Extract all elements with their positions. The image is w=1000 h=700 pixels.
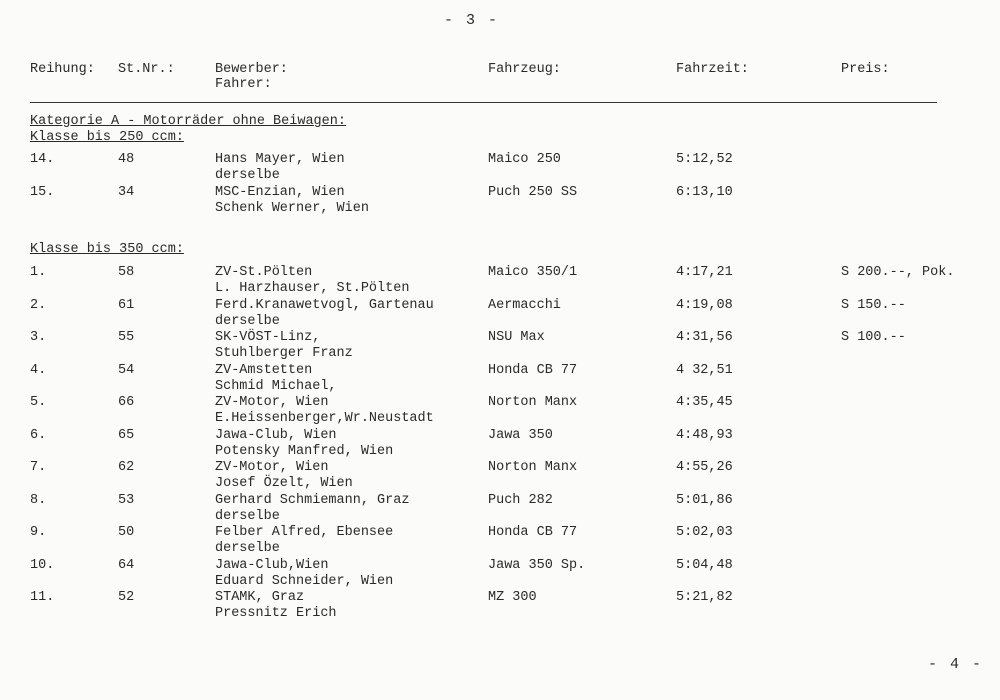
cell-entrant-driver — [215, 185, 369, 217]
class-title-250: Klasse bis 250 ccm: — [30, 130, 184, 145]
cell-entrant: Ferd.Kranawetvogl, Gartenau — [215, 297, 434, 313]
cell-driver: Pressnitz Erich — [215, 606, 337, 621]
category-title: Kategorie A - Motorräder ohne Beiwagen: — [30, 114, 346, 129]
cell-rank: 3. — [30, 330, 47, 345]
cell-driver: Josef Özelt, Wien — [215, 476, 353, 491]
cell-entrant: ZV-Amstetten — [215, 362, 313, 378]
cell-start-no: 50 — [118, 525, 135, 540]
cell-vehicle: Maico 350/1 — [488, 265, 578, 280]
cell-rank: 7. — [30, 460, 47, 475]
header-time: Fahrzeit: — [676, 62, 749, 77]
cell-vehicle: MZ 300 — [488, 590, 537, 605]
cell-start-no: 61 — [118, 297, 135, 313]
cell-vehicle: Aermacchi — [488, 297, 561, 313]
cell-driver: Eduard Schneider, Wien — [215, 573, 394, 589]
table-row — [0, 185, 1000, 217]
cell-driver: Stuhlberger Franz — [215, 346, 353, 361]
header-start-no: St.Nr.: — [118, 62, 175, 77]
cell-prize: S 100.-- — [841, 330, 906, 345]
cell-entrant: Hans Mayer, Wien — [215, 152, 345, 167]
cell-start-no: 58 — [118, 265, 135, 280]
cell-vehicle: Puch 250 SS — [488, 184, 578, 200]
cell-time: 4 32,51 — [676, 362, 733, 378]
cell-entrant-driver — [215, 590, 337, 622]
cell-entrant-driver — [215, 152, 345, 184]
header-divider — [30, 102, 937, 103]
cell-entrant: ZV-Motor, Wien — [215, 460, 329, 475]
cell-start-no: 53 — [118, 492, 135, 508]
cell-rank: 10. — [30, 557, 55, 573]
cell-entrant: Gerhard Schmiemann, Graz — [215, 492, 410, 508]
cell-rank: 8. — [30, 492, 47, 508]
cell-driver: Schmid Michael, — [215, 378, 337, 394]
cell-entrant-driver — [215, 428, 393, 460]
cell-driver: derselbe — [215, 313, 280, 329]
cell-entrant-driver — [215, 298, 434, 330]
table-row — [0, 493, 1000, 525]
header-entrant-driver — [215, 62, 288, 92]
table-row — [0, 428, 1000, 460]
cell-start-no: 48 — [118, 152, 135, 167]
cell-start-no: 34 — [118, 184, 135, 200]
cell-entrant-driver — [215, 558, 393, 590]
cell-time: 4:19,08 — [676, 297, 733, 313]
table-row — [0, 558, 1000, 590]
cell-entrant-driver — [215, 395, 434, 427]
cell-driver: derselbe — [215, 541, 280, 556]
cell-entrant-driver — [215, 460, 353, 492]
cell-vehicle: Puch 282 — [488, 492, 553, 508]
table-row — [0, 590, 1000, 622]
header-entrant: Bewerber: — [215, 62, 288, 77]
cell-rank: 15. — [30, 184, 55, 200]
cell-rank: 2. — [30, 297, 47, 313]
cell-start-no: 54 — [118, 362, 135, 378]
cell-start-no: 66 — [118, 395, 135, 410]
table-row — [0, 152, 1000, 184]
header-prize: Preis: — [841, 62, 890, 77]
cell-driver: Schenk Werner, Wien — [215, 200, 369, 216]
cell-rank: 9. — [30, 525, 47, 540]
cell-time: 6:13,10 — [676, 184, 733, 200]
cell-start-no: 62 — [118, 460, 135, 475]
page-number-top: - 3 - — [444, 12, 500, 29]
cell-entrant-driver — [215, 363, 337, 395]
cell-driver: derselbe — [215, 508, 280, 524]
cell-start-no: 55 — [118, 330, 135, 345]
cell-rank: 1. — [30, 265, 47, 280]
cell-time: 4:17,21 — [676, 265, 733, 280]
cell-entrant: SK-VÖST-Linz, — [215, 330, 321, 345]
cell-time: 5:02,03 — [676, 525, 733, 540]
cell-rank: 14. — [30, 152, 55, 167]
class-title-350: Klasse bis 350 ccm: — [30, 242, 184, 257]
cell-start-no: 64 — [118, 557, 135, 573]
cell-prize: S 200.--, Pok. — [841, 265, 955, 280]
cell-driver: Potensky Manfred, Wien — [215, 443, 394, 459]
header-vehicle: Fahrzeug: — [488, 62, 561, 77]
cell-vehicle: Norton Manx — [488, 460, 578, 475]
cell-driver: L. Harzhauser, St.Pölten — [215, 281, 410, 296]
cell-entrant: ZV-Motor, Wien — [215, 395, 329, 410]
cell-time: 4:31,56 — [676, 330, 733, 345]
cell-time: 5:04,48 — [676, 557, 733, 573]
table-row — [0, 298, 1000, 330]
header-driver: Fahrer: — [215, 77, 272, 92]
cell-vehicle: Honda CB 77 — [488, 362, 578, 378]
table-row — [0, 330, 1000, 362]
cell-time: 4:55,26 — [676, 460, 733, 475]
table-row — [0, 363, 1000, 395]
cell-entrant-driver — [215, 265, 409, 297]
cell-entrant: STAMK, Graz — [215, 590, 305, 605]
cell-prize: S 150.-- — [841, 297, 906, 313]
table-row — [0, 265, 1000, 297]
cell-entrant: Felber Alfred, Ebensee — [215, 525, 394, 540]
cell-time: 5:21,82 — [676, 590, 733, 605]
cell-entrant: Jawa-Club, Wien — [215, 427, 337, 443]
cell-entrant-driver — [215, 493, 409, 525]
table-row — [0, 460, 1000, 492]
cell-time: 4:48,93 — [676, 427, 733, 443]
cell-start-no: 52 — [118, 590, 135, 605]
cell-rank: 11. — [30, 590, 55, 605]
cell-time: 5:01,86 — [676, 492, 733, 508]
cell-driver: E.Heissenberger,Wr.Neustadt — [215, 411, 434, 426]
cell-entrant: MSC-Enzian, Wien — [215, 184, 345, 200]
header-rank: Reihung: — [30, 62, 95, 77]
cell-entrant: ZV-St.Pölten — [215, 265, 313, 280]
page-number-bottom: - 4 - — [928, 656, 984, 673]
cell-vehicle: NSU Max — [488, 330, 545, 345]
cell-vehicle: Maico 250 — [488, 152, 561, 167]
cell-entrant-driver — [215, 330, 353, 362]
table-header — [0, 62, 1000, 102]
cell-time: 5:12,52 — [676, 152, 733, 167]
cell-driver: derselbe — [215, 168, 280, 183]
cell-vehicle: Jawa 350 — [488, 427, 553, 443]
cell-rank: 4. — [30, 362, 47, 378]
cell-vehicle: Jawa 350 Sp. — [488, 557, 586, 573]
cell-vehicle: Norton Manx — [488, 395, 578, 410]
cell-entrant: Jawa-Club,Wien — [215, 557, 329, 573]
cell-rank: 5. — [30, 395, 47, 410]
cell-time: 4:35,45 — [676, 395, 733, 410]
cell-entrant-driver — [215, 525, 393, 557]
table-row — [0, 525, 1000, 557]
cell-start-no: 65 — [118, 427, 135, 443]
cell-vehicle: Honda CB 77 — [488, 525, 578, 540]
cell-rank: 6. — [30, 427, 47, 443]
table-row — [0, 395, 1000, 427]
